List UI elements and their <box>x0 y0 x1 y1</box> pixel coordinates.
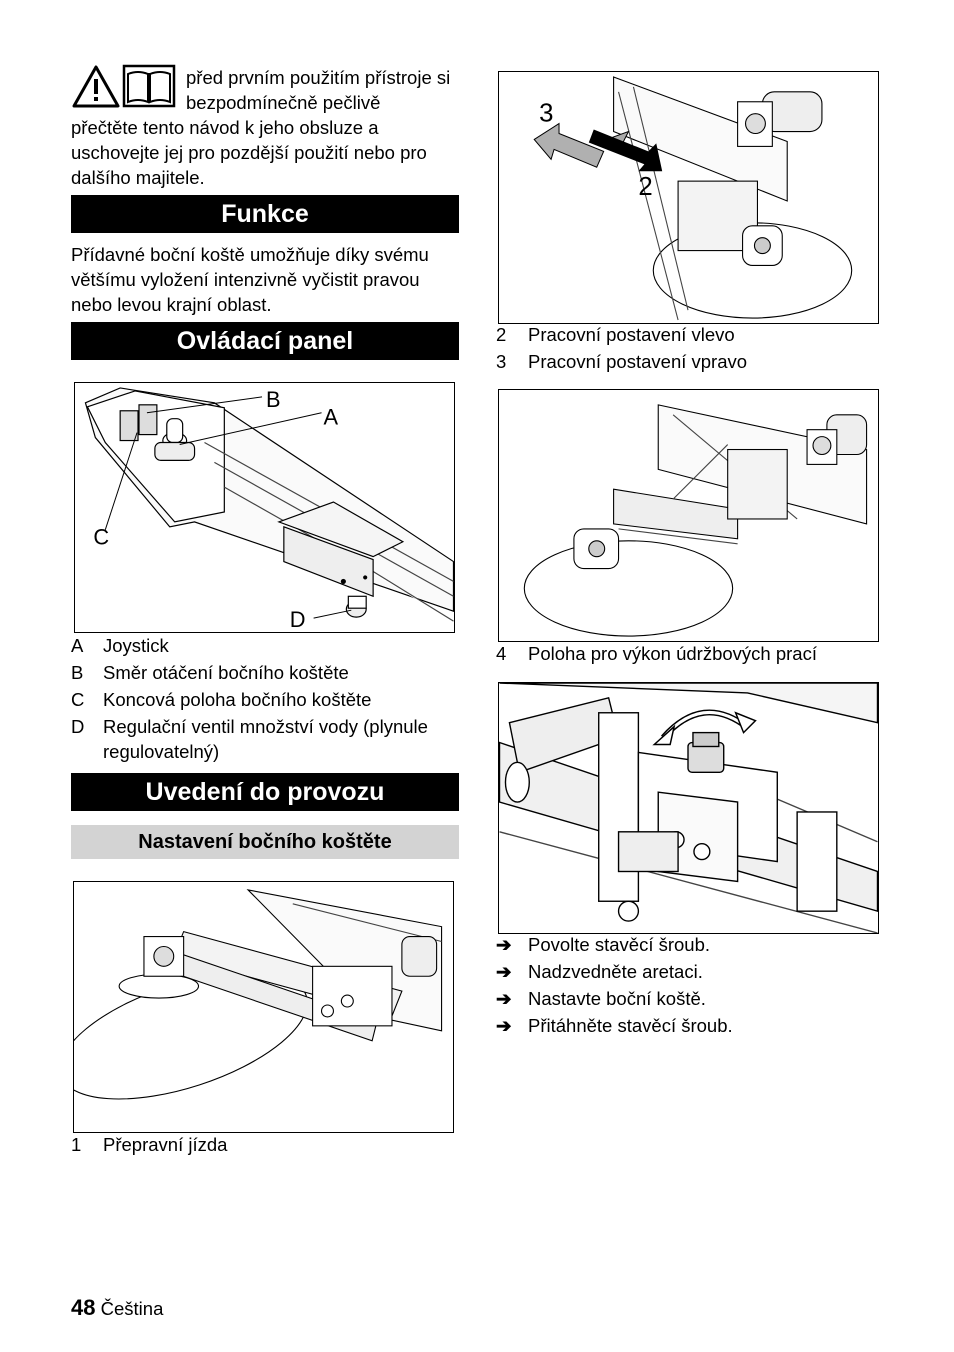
caption-label: Přepravní jízda <box>103 1134 228 1155</box>
callout-d: D <box>289 607 306 632</box>
legend-key: C <box>71 689 85 710</box>
legend-key: A <box>71 635 84 656</box>
legend-key: 2 <box>496 324 507 345</box>
right-arrow-icon: ➔ <box>496 961 512 982</box>
section-heading-funkce: Funkce <box>71 195 459 233</box>
step-item <box>496 932 888 957</box>
caption-key: 4 <box>496 643 507 664</box>
callout-3: 3 <box>539 99 554 128</box>
section-heading-ovladaci-panel: Ovládací panel <box>71 322 459 360</box>
legend-label: Pracovní postavení vpravo <box>528 351 748 372</box>
right-arrow-icon: ➔ <box>496 934 512 955</box>
step-text: Nastavte boční koště. <box>528 988 706 1009</box>
footer-language: Čeština <box>100 1298 164 1319</box>
page-footer <box>71 1294 163 1323</box>
steps-list <box>496 932 888 1038</box>
legend-label: Směr otáčení bočního koštěte <box>103 662 349 683</box>
warning-text-intro: před prvním použitím přístroje si bezpodmínečně pečlivě <box>186 67 451 113</box>
control-panel-figure <box>74 382 455 633</box>
page-number: 48 <box>71 1295 96 1320</box>
maintenance-caption <box>496 641 888 666</box>
step-text: Nadzvedněte aretaci. <box>528 961 703 982</box>
right-arrow-icon: ➔ <box>496 988 512 1009</box>
legend-label: Pracovní postavení vlevo <box>528 324 735 345</box>
working-positions-legend <box>496 322 888 374</box>
adjustment-screw-figure <box>498 682 879 934</box>
warning-text: přečtěte tento návod k jeho obsluze a uschovejte jej pro pozdější použití nebo pro dalšího majitele. <box>71 117 427 188</box>
legend-label: Regulační ventil množství vody (plynule regulovatelný) <box>103 716 428 762</box>
callout-a: A <box>323 404 339 430</box>
legend-key: D <box>71 716 85 737</box>
legend-key: 3 <box>496 351 507 372</box>
callout-2: 2 <box>638 173 653 202</box>
transport-position-figure <box>73 881 454 1133</box>
step-text: Povolte stavěcí šroub. <box>528 934 711 955</box>
control-panel-legend <box>71 633 463 764</box>
funkce-text: Přídavné boční koště umožňuje díky svému většímu vyložení intenzivně vyčistit pravou nebo levou krajní oblast. <box>71 244 429 315</box>
step-item <box>496 1013 888 1038</box>
step-item <box>496 986 888 1011</box>
legend-item <box>496 322 888 347</box>
warning-icons <box>72 64 176 108</box>
maintenance-position-figure <box>498 389 879 642</box>
subsection-heading: Nastavení bočního koštěte <box>71 825 459 859</box>
step-item <box>496 959 888 984</box>
manual-book-icon <box>124 66 174 106</box>
caption-label: Poloha pro výkon údržbových prací <box>528 643 817 664</box>
legend-key: B <box>71 662 84 683</box>
right-arrow-icon: ➔ <box>496 1015 512 1036</box>
callout-b: B <box>265 386 281 412</box>
legend-item <box>71 714 463 764</box>
legend-label: Joystick <box>103 635 169 656</box>
legend-label: Koncová poloha bočního koštěte <box>103 689 372 710</box>
legend-item <box>71 633 463 658</box>
step-text: Přitáhněte stavěcí šroub. <box>528 1015 733 1036</box>
figure-caption <box>71 1132 463 1157</box>
section-heading-uvedeni-do-provozu: Uvedení do provozu <box>71 773 459 811</box>
callout-c: C <box>93 524 110 550</box>
warning-triangle-icon <box>74 67 118 106</box>
legend-item <box>496 349 888 374</box>
caption-key: 1 <box>71 1134 82 1155</box>
legend-item <box>71 660 463 685</box>
legend-item <box>71 687 463 712</box>
working-positions-figure <box>498 71 879 324</box>
